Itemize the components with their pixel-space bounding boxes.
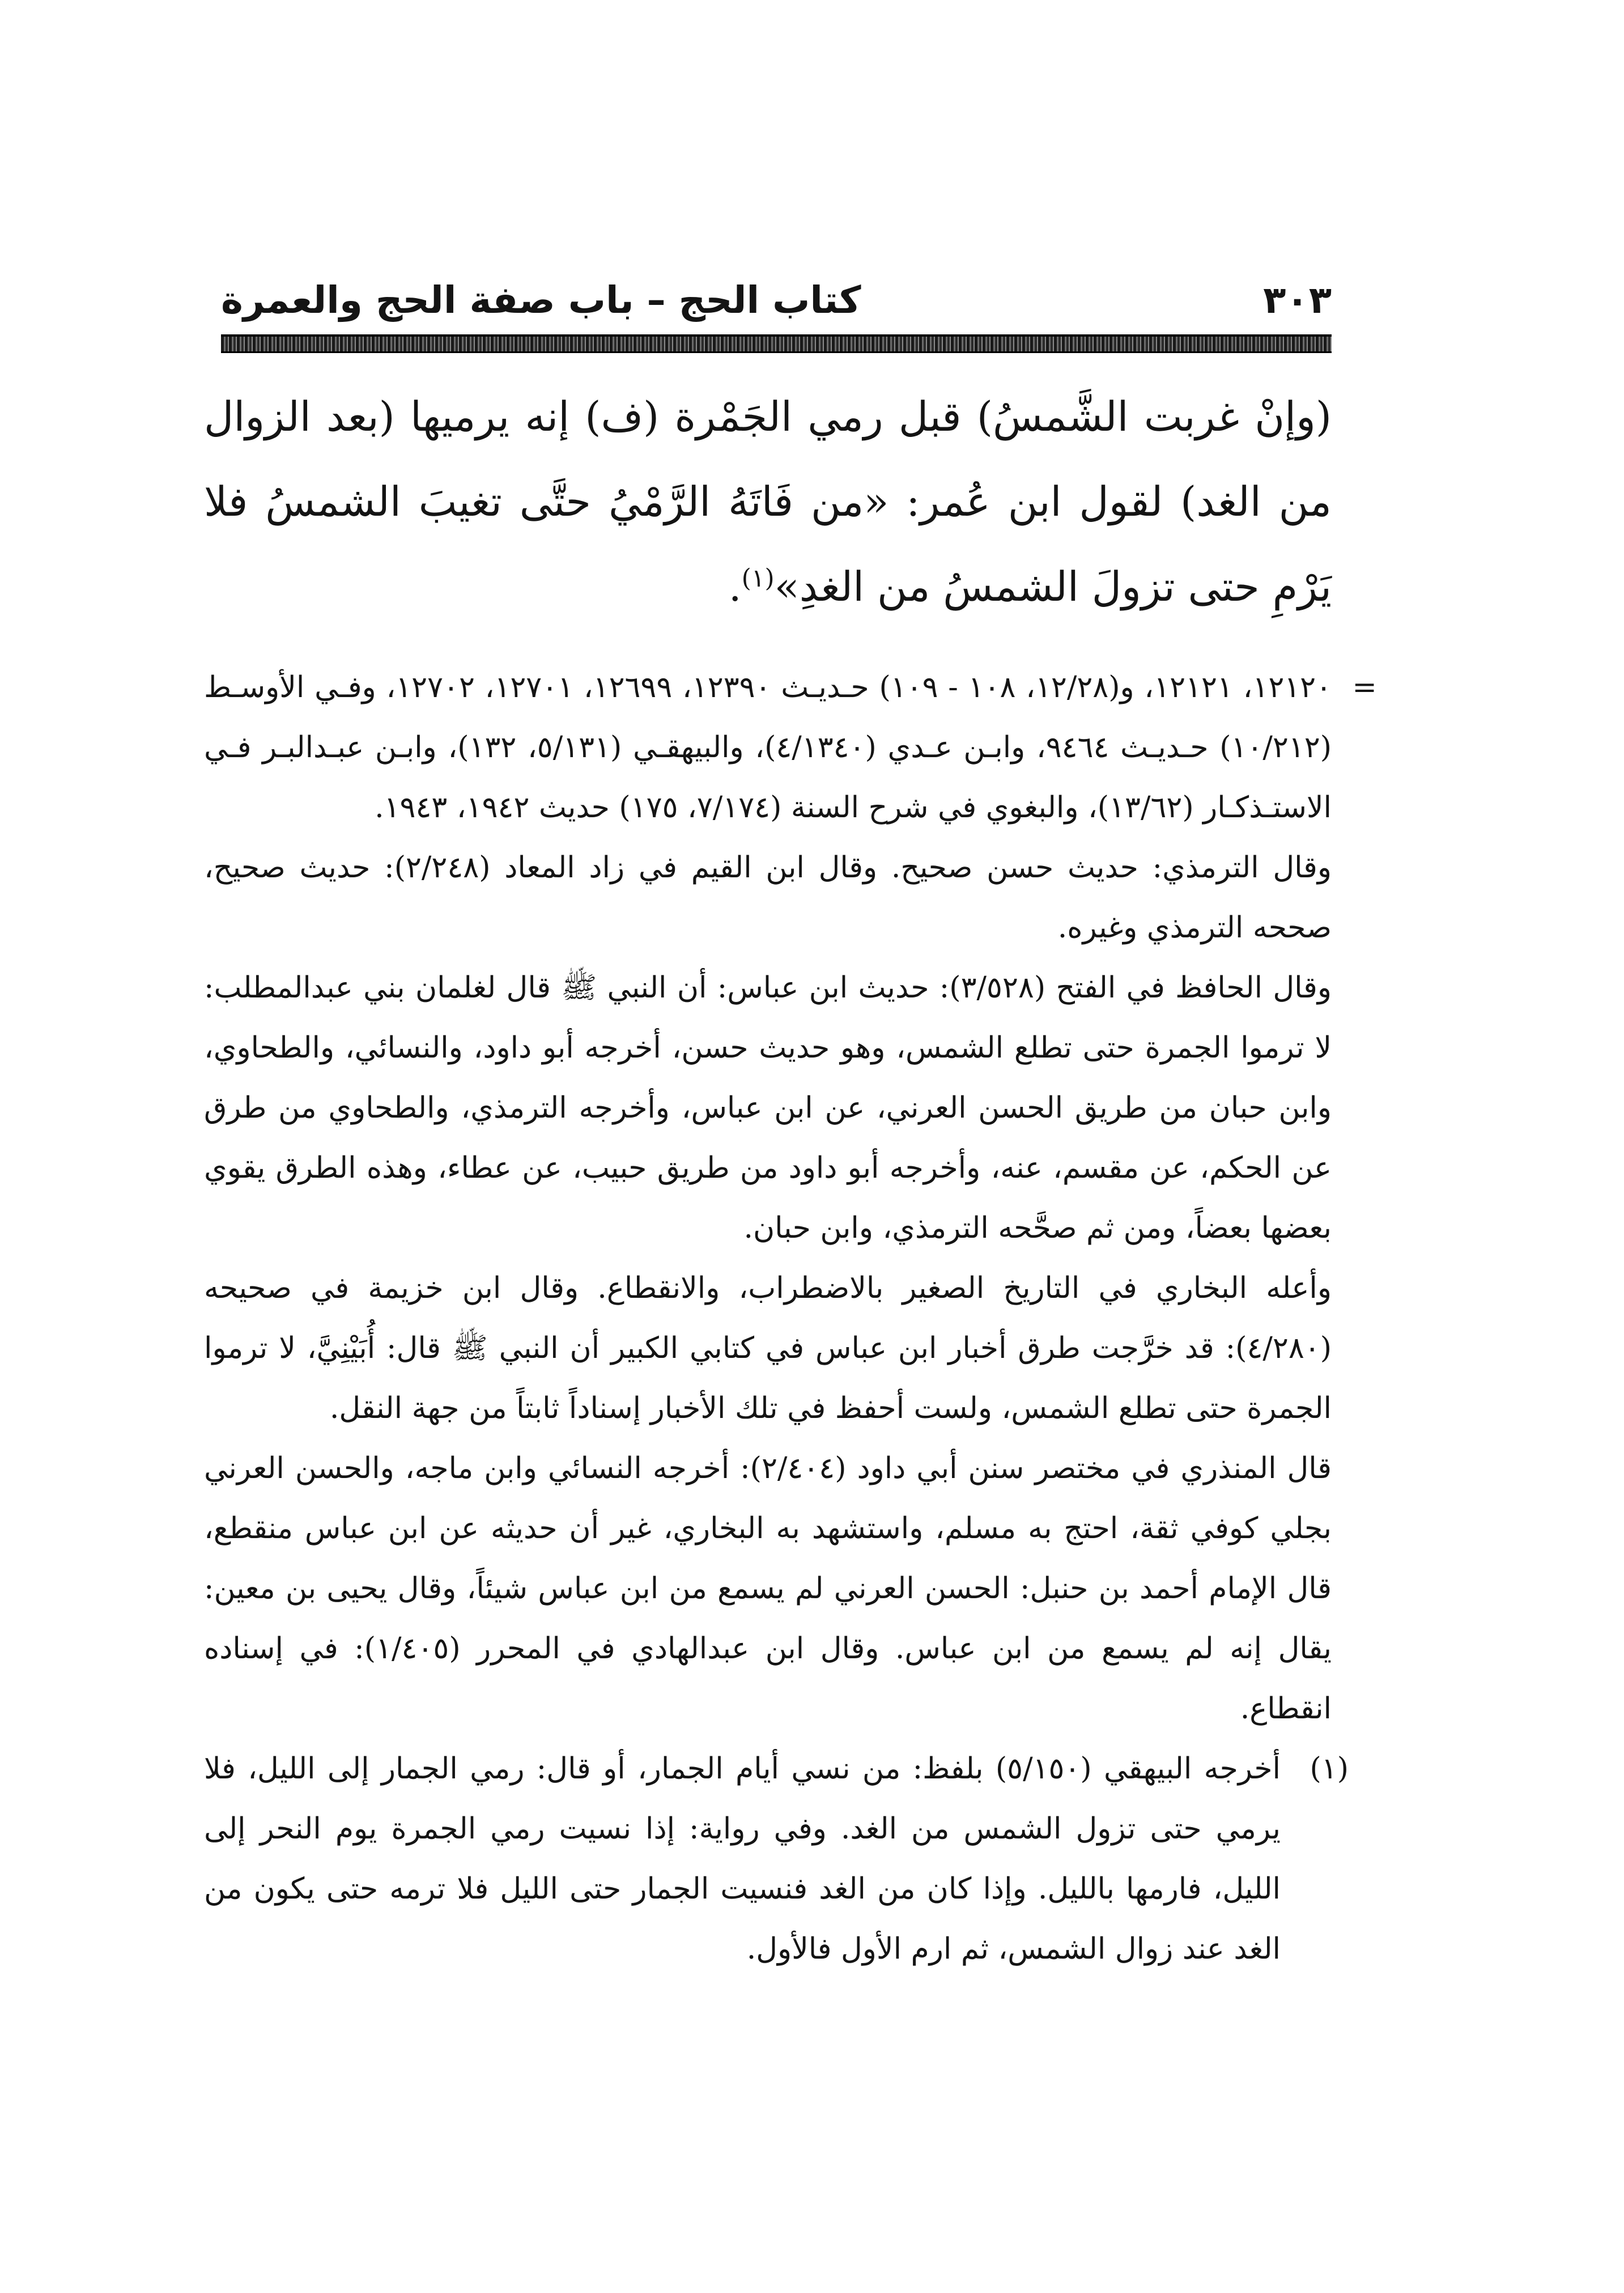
continuation-mark: = (1352, 670, 1377, 704)
note-paragraph: ١٢١٢٠، ١٢١٢١، و(١٢/٢٨، ١٠٨ - ١٠٩) حـديـث ١٢٣٩٠، ١٢٦٩٩، ١٢٧٠١، ١٢٧٠٢، وفـي الأوسـط (١٠/٢١٢) حـديـث ٩٤٦٤، وابـن عـدي (٤/١٣٤٠)، والبيهقـي (٥/١٣١، ١٣٢)، وابـن عبـدالبـر فـي الاستـذكـار (١٣/٦٢)، والبغوي في شرح السنة (٧/١٧٤، ١٧٥) حديث ١٩٤٢، ١٩٤٣. (204, 670, 1332, 825)
footnote-marker: (١) (741, 564, 775, 593)
main-text-body: (وإنْ غربت الشَّمسُ) قبل رمي الجَمْرة (ف) إنه يرميها (بعد الزوال من الغد) لقول ابن عُمر: «من فَاتَهُ الرَّمْيُ حتَّى تغيبَ الشمسُ فلا يَرْمِ حتى تزولَ الشمسُ من الغدِ» (204, 393, 1332, 610)
footnote-label: (١) (1310, 1752, 1349, 1786)
note-paragraph: وقال الحافظ في الفتح (٣/٥٢٨): حديث ابن عباس: أن النبي ﷺ قال لغلمان بني عبدالمطلب: لا ترموا الجمرة حتى تطلع الشمس، وهو حديث حسن، أخرجه أبو داود، والنسائي، والطحاوي، وابن حبان من طريق الحسن العرني، عن ابن عباس، وأخرجه الترمذي، والطحاوي من طرق عن الحكم، عن مقسم، عنه، وأخرجه أبو داود من طريق حبيب، عن عطاء، وهذه الطرق يقوي بعضها بعضاً، ومن ثم صحَّحه الترمذي، وابن حبان. (204, 971, 1332, 1245)
page-header (221, 266, 1332, 334)
main-text-end: . (728, 563, 742, 610)
notes-section (204, 657, 1377, 1979)
note-paragraph: وقال الترمذي: حديث حسن صحيح. وقال ابن القيم في زاد المعاد (٢/٢٤٨): حديث صحيح، صححه الترمذي وغيره. (204, 851, 1332, 945)
footnote-text: أخرجه البيهقي (٥/١٥٠) بلفظ: من نسي أيام الجمار، أو قال: رمي الجمار إلى الليل، فلا يرمي حتى تزول الشمس من الغد. وفي رواية: إذا نسيت رمي الجمرة يوم النحر إلى الليل، فارمها بالليل. وإذا كان من الغد فنسيت الجمار حتى الليل فلا ترمه حتى يكون من الغد عند زوال الشمس، ثم ارم الأول فالأول. (204, 1752, 1281, 1966)
main-text (204, 374, 1332, 629)
header-rule (221, 334, 1332, 353)
note-paragraph: وأعله البخاري في التاريخ الصغير بالاضطراب، والانقطاع. وقال ابن خزيمة في صحيحه (٤/٢٨٠): قد خرَّجت طرق أخبار ابن عباس في كتابي الكبير أن النبي ﷺ قال: أُبَيْنِيَّ، لا ترموا الجمرة حتى تطلع الشمس، ولست أحفظ في تلك الأخبار إسناداً ثابتاً من جهة النقل. (204, 1271, 1332, 1425)
running-title: كتاب الحج – باب صفة الحج والعمرة (221, 278, 861, 322)
page-number: ٣٠٣ (1263, 278, 1332, 322)
footnote (204, 1739, 1349, 1979)
note-paragraph: قال المنذري في مختصر سنن أبي داود (٢/٤٠٤): أخرجه النسائي وابن ماجه، والحسن العرني بجلي كوفي ثقة، احتج به مسلم، واستشهد به البخاري، غير أن حديثه عن ابن عباس منقطع، قال الإمام أحمد بن حنبل: الحسن العرني لم يسمع من ابن عباس شيئاً، وقال يحيى بن معين: يقال إنه لم يسمع من ابن عباس. وقال ابن عبدالهادي في المحرر (١/٤٠٥): في إسناده انقطاع. (204, 1451, 1332, 1726)
